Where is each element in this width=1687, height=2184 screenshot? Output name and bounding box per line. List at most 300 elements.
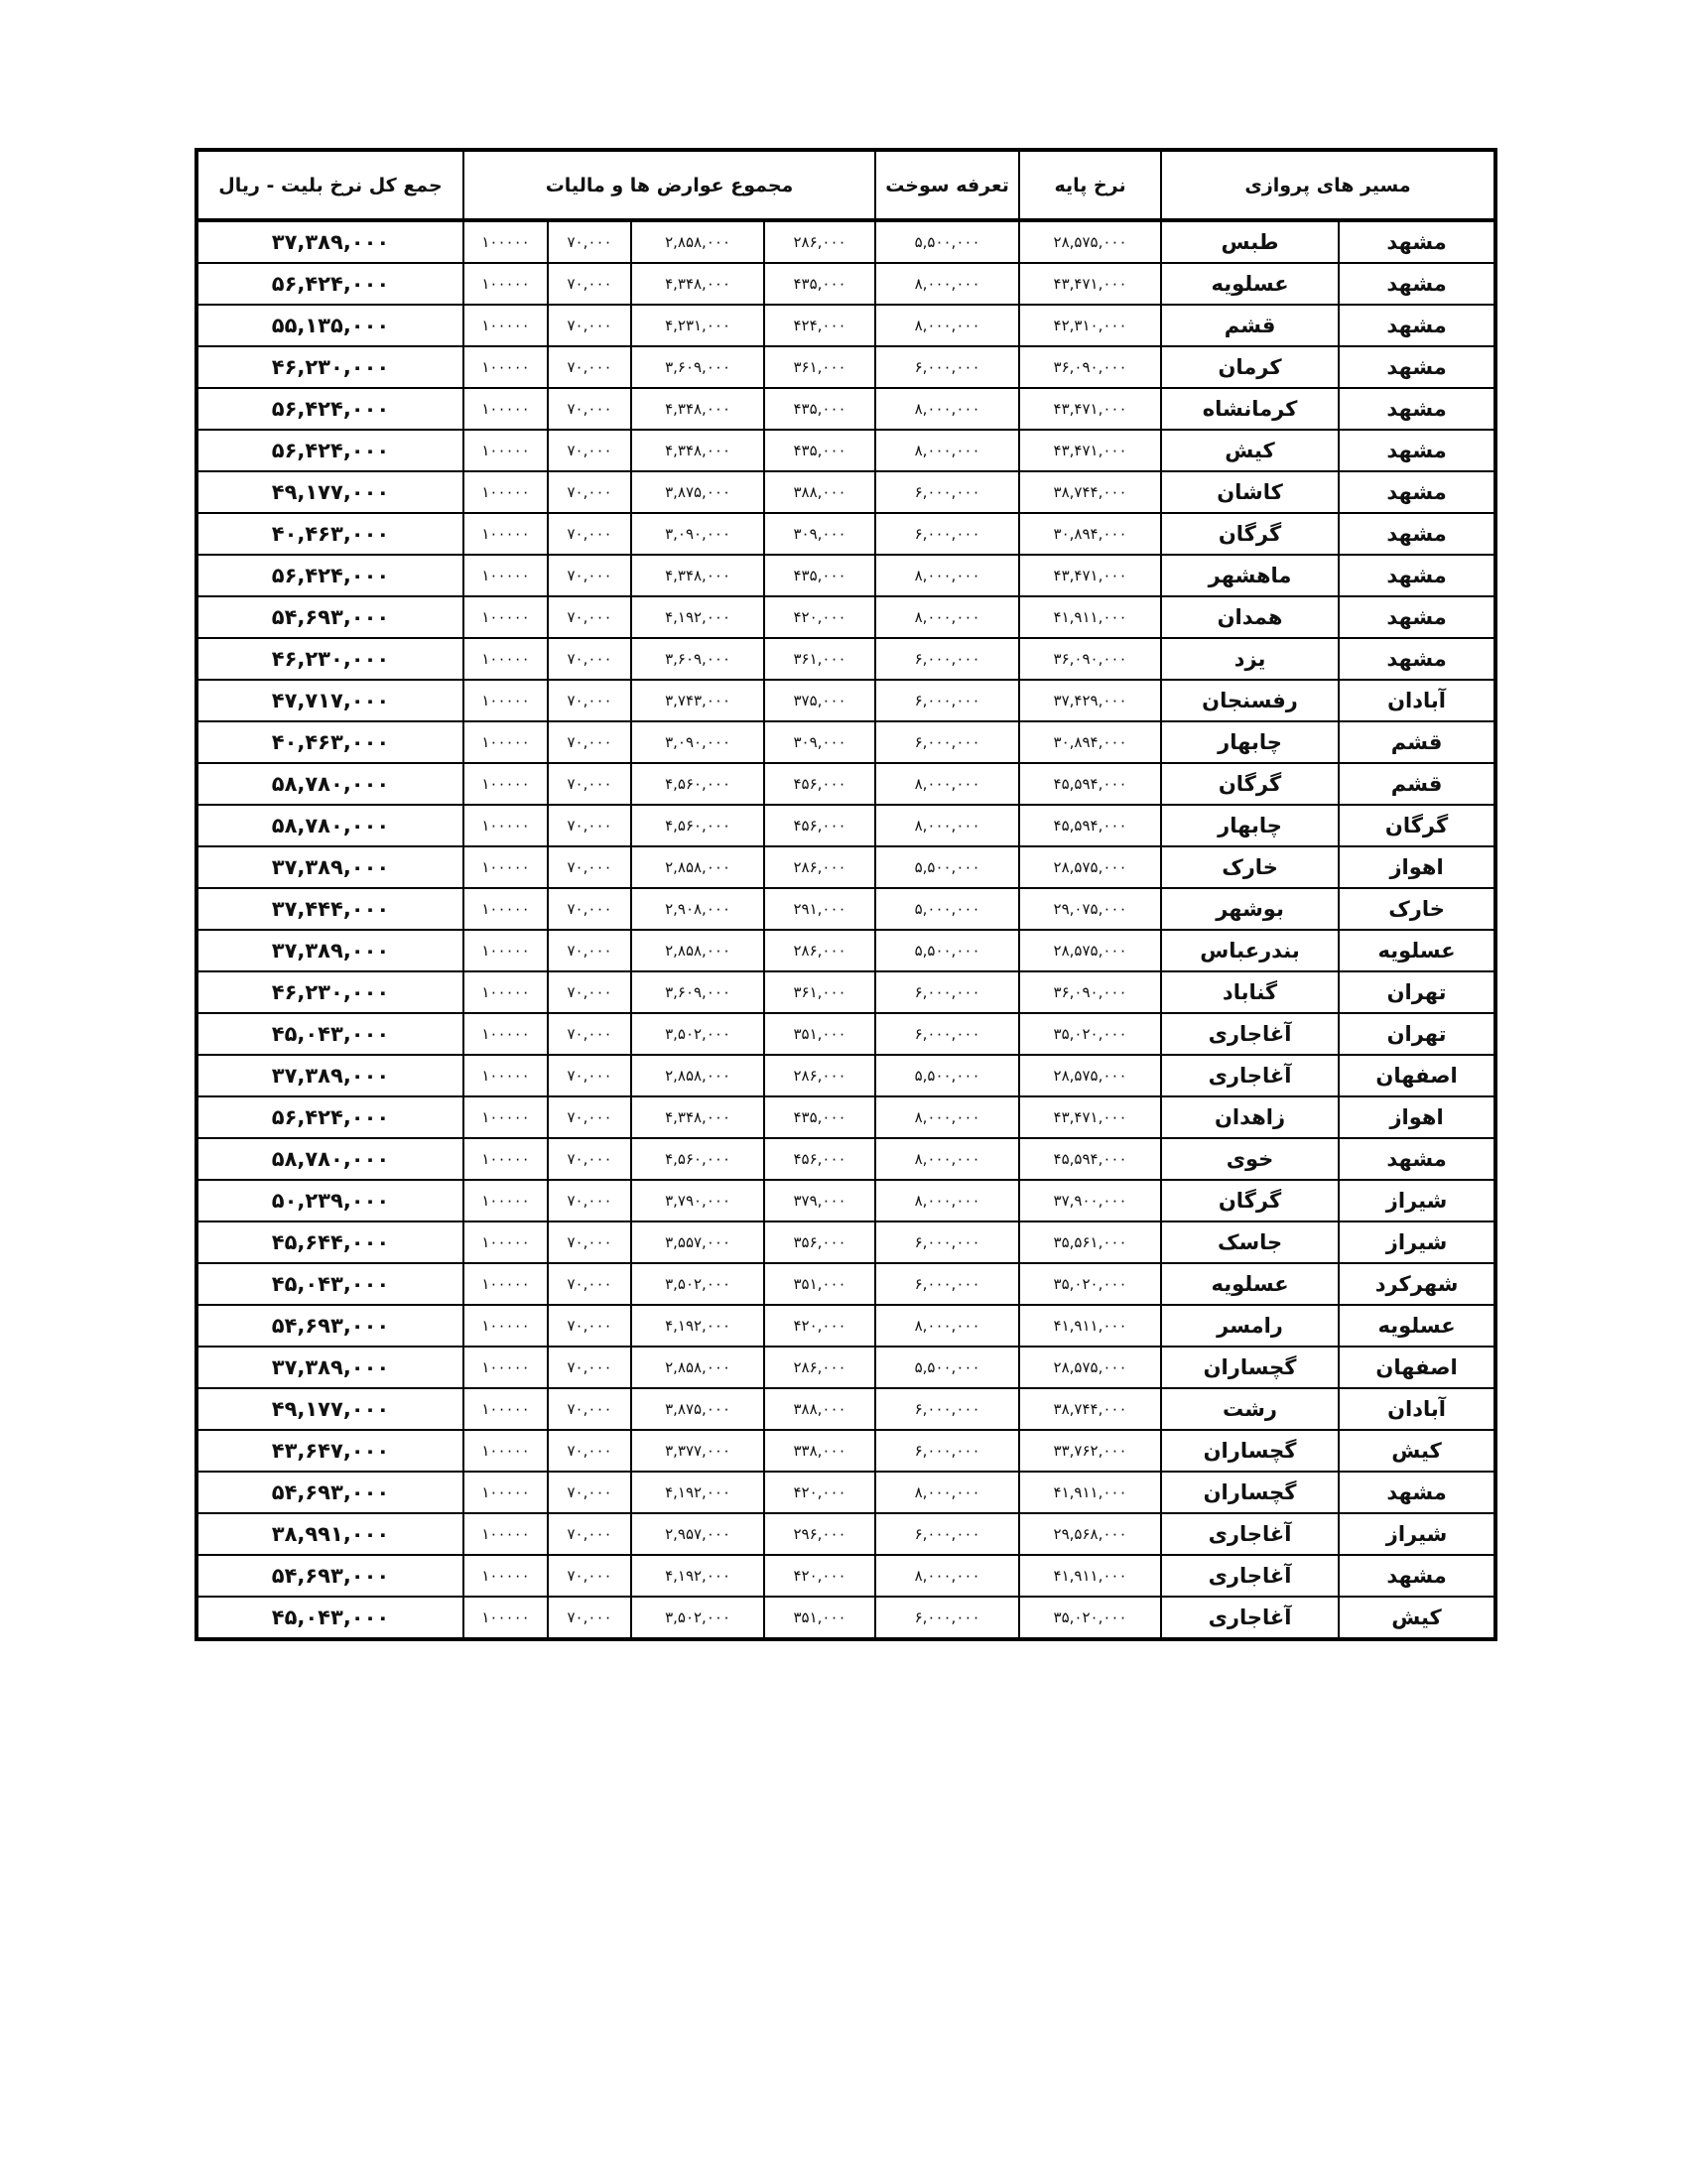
tax-4: ۱۰۰۰۰۰ [463, 1263, 548, 1305]
fuel-charge: ۶,۰۰۰,۰۰۰ [875, 1430, 1019, 1472]
table-row [196, 1096, 1495, 1138]
base-fare: ۳۸,۷۴۴,۰۰۰ [1019, 471, 1161, 513]
destination-city: ماهشهر [1161, 555, 1339, 596]
tax-1: ۲۸۶,۰۰۰ [764, 846, 875, 888]
tax-3: ۷۰,۰۰۰ [548, 1347, 631, 1388]
fuel-charge: ۶,۰۰۰,۰۰۰ [875, 513, 1019, 555]
tax-4: ۱۰۰۰۰۰ [463, 638, 548, 680]
tax-1: ۳۵۶,۰۰۰ [764, 1221, 875, 1263]
tax-3: ۷۰,۰۰۰ [548, 388, 631, 430]
destination-city: جاسک [1161, 1221, 1339, 1263]
tax-1: ۴۵۶,۰۰۰ [764, 763, 875, 805]
origin-city: مشهد [1339, 1138, 1495, 1180]
tax-2: ۲,۸۵۸,۰۰۰ [631, 1347, 764, 1388]
tax-2: ۲,۹۰۸,۰۰۰ [631, 888, 764, 930]
total-fare: ۴۵,۰۴۳,۰۰۰ [196, 1263, 463, 1305]
base-fare: ۴۵,۵۹۴,۰۰۰ [1019, 1138, 1161, 1180]
total-fare: ۴۵,۰۴۳,۰۰۰ [196, 1013, 463, 1055]
origin-city: مشهد [1339, 638, 1495, 680]
tax-2: ۴,۱۹۲,۰۰۰ [631, 596, 764, 638]
table-row [196, 220, 1495, 263]
destination-city: رامسر [1161, 1305, 1339, 1347]
base-fare: ۳۵,۰۲۰,۰۰۰ [1019, 1013, 1161, 1055]
destination-city: گچساران [1161, 1347, 1339, 1388]
destination-city: آغاجاری [1161, 1597, 1339, 1639]
total-fare: ۳۷,۳۸۹,۰۰۰ [196, 220, 463, 263]
table-row [196, 388, 1495, 430]
origin-city: اصفهان [1339, 1055, 1495, 1096]
origin-city: آبادان [1339, 680, 1495, 721]
destination-city: زاهدان [1161, 1096, 1339, 1138]
tax-3: ۷۰,۰۰۰ [548, 1555, 631, 1597]
tax-1: ۳۸۸,۰۰۰ [764, 471, 875, 513]
tax-3: ۷۰,۰۰۰ [548, 1180, 631, 1221]
tax-3: ۷۰,۰۰۰ [548, 638, 631, 680]
tax-2: ۴,۵۶۰,۰۰۰ [631, 763, 764, 805]
tax-1: ۴۳۵,۰۰۰ [764, 555, 875, 596]
fuel-charge: ۸,۰۰۰,۰۰۰ [875, 1138, 1019, 1180]
destination-city: آغاجاری [1161, 1555, 1339, 1597]
destination-city: رفسنجان [1161, 680, 1339, 721]
base-fare: ۴۱,۹۱۱,۰۰۰ [1019, 1305, 1161, 1347]
base-fare: ۳۶,۰۹۰,۰۰۰ [1019, 971, 1161, 1013]
origin-city: کیش [1339, 1597, 1495, 1639]
destination-city: گچساران [1161, 1472, 1339, 1513]
fuel-charge: ۸,۰۰۰,۰۰۰ [875, 763, 1019, 805]
origin-city: اهواز [1339, 846, 1495, 888]
table-row [196, 1513, 1495, 1555]
table-row [196, 680, 1495, 721]
table-row [196, 346, 1495, 388]
tax-4: ۱۰۰۰۰۰ [463, 471, 548, 513]
header-base-fare: نرخ پایه [1019, 150, 1161, 220]
fuel-charge: ۶,۰۰۰,۰۰۰ [875, 1388, 1019, 1430]
header-route: مسیر های پروازی [1161, 150, 1495, 220]
destination-city: گچساران [1161, 1430, 1339, 1472]
base-fare: ۴۲,۳۱۰,۰۰۰ [1019, 305, 1161, 346]
tax-1: ۲۹۱,۰۰۰ [764, 888, 875, 930]
total-fare: ۵۶,۴۲۴,۰۰۰ [196, 555, 463, 596]
origin-city: عسلویه [1339, 1305, 1495, 1347]
table-row [196, 513, 1495, 555]
table-row [196, 763, 1495, 805]
tax-1: ۴۲۰,۰۰۰ [764, 1472, 875, 1513]
destination-city: عسلویه [1161, 263, 1339, 305]
total-fare: ۴۶,۲۳۰,۰۰۰ [196, 971, 463, 1013]
destination-city: گرگان [1161, 763, 1339, 805]
origin-city: کیش [1339, 1430, 1495, 1472]
total-fare: ۴۰,۴۶۳,۰۰۰ [196, 721, 463, 763]
tax-2: ۴,۲۳۱,۰۰۰ [631, 305, 764, 346]
tax-2: ۳,۸۷۵,۰۰۰ [631, 471, 764, 513]
tax-1: ۳۶۱,۰۰۰ [764, 971, 875, 1013]
table-row [196, 1013, 1495, 1055]
base-fare: ۴۵,۵۹۴,۰۰۰ [1019, 805, 1161, 846]
tax-2: ۳,۵۰۲,۰۰۰ [631, 1013, 764, 1055]
tax-2: ۴,۱۹۲,۰۰۰ [631, 1305, 764, 1347]
total-fare: ۵۴,۶۹۳,۰۰۰ [196, 596, 463, 638]
fuel-charge: ۶,۰۰۰,۰۰۰ [875, 471, 1019, 513]
tax-3: ۷۰,۰۰۰ [548, 1138, 631, 1180]
origin-city: مشهد [1339, 596, 1495, 638]
table-row [196, 1555, 1495, 1597]
fuel-charge: ۶,۰۰۰,۰۰۰ [875, 1221, 1019, 1263]
base-fare: ۴۳,۴۷۱,۰۰۰ [1019, 430, 1161, 471]
tax-4: ۱۰۰۰۰۰ [463, 971, 548, 1013]
destination-city: خارک [1161, 846, 1339, 888]
destination-city: قشم [1161, 305, 1339, 346]
tax-1: ۳۰۹,۰۰۰ [764, 721, 875, 763]
fuel-charge: ۶,۰۰۰,۰۰۰ [875, 638, 1019, 680]
destination-city: گرگان [1161, 513, 1339, 555]
fuel-charge: ۸,۰۰۰,۰۰۰ [875, 596, 1019, 638]
fuel-charge: ۶,۰۰۰,۰۰۰ [875, 680, 1019, 721]
fuel-charge: ۶,۰۰۰,۰۰۰ [875, 971, 1019, 1013]
total-fare: ۵۶,۴۲۴,۰۰۰ [196, 1096, 463, 1138]
fuel-charge: ۵,۵۰۰,۰۰۰ [875, 220, 1019, 263]
tax-2: ۳,۶۰۹,۰۰۰ [631, 346, 764, 388]
total-fare: ۵۰,۲۳۹,۰۰۰ [196, 1180, 463, 1221]
origin-city: مشهد [1339, 471, 1495, 513]
table-row [196, 888, 1495, 930]
base-fare: ۳۶,۰۹۰,۰۰۰ [1019, 638, 1161, 680]
header-fuel: تعرفه سوخت [875, 150, 1019, 220]
destination-city: طبس [1161, 220, 1339, 263]
base-fare: ۴۱,۹۱۱,۰۰۰ [1019, 596, 1161, 638]
total-fare: ۵۶,۴۲۴,۰۰۰ [196, 263, 463, 305]
tax-1: ۳۶۱,۰۰۰ [764, 346, 875, 388]
base-fare: ۲۸,۵۷۵,۰۰۰ [1019, 1055, 1161, 1096]
tax-4: ۱۰۰۰۰۰ [463, 1597, 548, 1639]
table-row [196, 596, 1495, 638]
origin-city: تهران [1339, 971, 1495, 1013]
header-row [196, 150, 1495, 220]
tax-4: ۱۰۰۰۰۰ [463, 1096, 548, 1138]
destination-city: کرمان [1161, 346, 1339, 388]
destination-city: چابهار [1161, 805, 1339, 846]
table-row [196, 1472, 1495, 1513]
total-fare: ۴۹,۱۷۷,۰۰۰ [196, 1388, 463, 1430]
base-fare: ۳۰,۸۹۴,۰۰۰ [1019, 513, 1161, 555]
tax-1: ۴۵۶,۰۰۰ [764, 1138, 875, 1180]
fuel-charge: ۶,۰۰۰,۰۰۰ [875, 1597, 1019, 1639]
table-row [196, 1430, 1495, 1472]
tax-3: ۷۰,۰۰۰ [548, 763, 631, 805]
tax-4: ۱۰۰۰۰۰ [463, 1138, 548, 1180]
origin-city: خارک [1339, 888, 1495, 930]
header-taxes: مجموع عوارض ها و مالیات [463, 150, 875, 220]
tax-3: ۷۰,۰۰۰ [548, 555, 631, 596]
fuel-charge: ۸,۰۰۰,۰۰۰ [875, 305, 1019, 346]
base-fare: ۳۳,۷۶۲,۰۰۰ [1019, 1430, 1161, 1472]
origin-city: تهران [1339, 1013, 1495, 1055]
tax-3: ۷۰,۰۰۰ [548, 680, 631, 721]
table-row [196, 1388, 1495, 1430]
tax-2: ۲,۸۵۸,۰۰۰ [631, 930, 764, 971]
tax-3: ۷۰,۰۰۰ [548, 1096, 631, 1138]
tax-1: ۳۷۹,۰۰۰ [764, 1180, 875, 1221]
tax-1: ۴۳۵,۰۰۰ [764, 388, 875, 430]
total-fare: ۴۳,۶۴۷,۰۰۰ [196, 1430, 463, 1472]
table-row [196, 430, 1495, 471]
fare-table-body [196, 220, 1495, 1639]
tax-3: ۷۰,۰۰۰ [548, 888, 631, 930]
total-fare: ۴۷,۷۱۷,۰۰۰ [196, 680, 463, 721]
destination-city: کاشان [1161, 471, 1339, 513]
tax-3: ۷۰,۰۰۰ [548, 1305, 631, 1347]
table-row [196, 555, 1495, 596]
total-fare: ۳۷,۳۸۹,۰۰۰ [196, 1055, 463, 1096]
tax-3: ۷۰,۰۰۰ [548, 1597, 631, 1639]
tax-2: ۳,۶۰۹,۰۰۰ [631, 638, 764, 680]
tax-1: ۳۳۸,۰۰۰ [764, 1430, 875, 1472]
table-row [196, 471, 1495, 513]
table-row [196, 1597, 1495, 1639]
origin-city: شهرکرد [1339, 1263, 1495, 1305]
origin-city: گرگان [1339, 805, 1495, 846]
base-fare: ۲۸,۵۷۵,۰۰۰ [1019, 1347, 1161, 1388]
tax-1: ۳۰۹,۰۰۰ [764, 513, 875, 555]
total-fare: ۵۸,۷۸۰,۰۰۰ [196, 805, 463, 846]
tax-4: ۱۰۰۰۰۰ [463, 1347, 548, 1388]
tax-2: ۳,۰۹۰,۰۰۰ [631, 513, 764, 555]
table-row [196, 1305, 1495, 1347]
tax-2: ۳,۷۴۳,۰۰۰ [631, 680, 764, 721]
tax-3: ۷۰,۰۰۰ [548, 1013, 631, 1055]
origin-city: مشهد [1339, 220, 1495, 263]
tax-4: ۱۰۰۰۰۰ [463, 1180, 548, 1221]
tax-4: ۱۰۰۰۰۰ [463, 1221, 548, 1263]
tax-2: ۲,۸۵۸,۰۰۰ [631, 220, 764, 263]
origin-city: عسلویه [1339, 930, 1495, 971]
tax-4: ۱۰۰۰۰۰ [463, 1555, 548, 1597]
origin-city: آبادان [1339, 1388, 1495, 1430]
destination-city: آغاجاری [1161, 1513, 1339, 1555]
tax-2: ۴,۳۴۸,۰۰۰ [631, 555, 764, 596]
tax-1: ۲۸۶,۰۰۰ [764, 930, 875, 971]
destination-city: گرگان [1161, 1180, 1339, 1221]
fuel-charge: ۸,۰۰۰,۰۰۰ [875, 1555, 1019, 1597]
fuel-charge: ۸,۰۰۰,۰۰۰ [875, 1180, 1019, 1221]
base-fare: ۴۳,۴۷۱,۰۰۰ [1019, 263, 1161, 305]
tax-3: ۷۰,۰۰۰ [548, 1430, 631, 1472]
tax-4: ۱۰۰۰۰۰ [463, 263, 548, 305]
base-fare: ۲۹,۵۶۸,۰۰۰ [1019, 1513, 1161, 1555]
tax-4: ۱۰۰۰۰۰ [463, 1305, 548, 1347]
table-row [196, 846, 1495, 888]
fuel-charge: ۵,۵۰۰,۰۰۰ [875, 1055, 1019, 1096]
fuel-charge: ۵,۰۰۰,۰۰۰ [875, 888, 1019, 930]
total-fare: ۴۹,۱۷۷,۰۰۰ [196, 471, 463, 513]
total-fare: ۳۸,۹۹۱,۰۰۰ [196, 1513, 463, 1555]
tax-3: ۷۰,۰۰۰ [548, 971, 631, 1013]
tax-1: ۳۸۸,۰۰۰ [764, 1388, 875, 1430]
origin-city: مشهد [1339, 555, 1495, 596]
tax-4: ۱۰۰۰۰۰ [463, 1472, 548, 1513]
table-row [196, 305, 1495, 346]
tax-4: ۱۰۰۰۰۰ [463, 596, 548, 638]
base-fare: ۲۸,۵۷۵,۰۰۰ [1019, 930, 1161, 971]
table-row [196, 263, 1495, 305]
tax-1: ۴۳۵,۰۰۰ [764, 1096, 875, 1138]
base-fare: ۳۵,۰۲۰,۰۰۰ [1019, 1597, 1161, 1639]
tax-1: ۴۳۵,۰۰۰ [764, 430, 875, 471]
tax-2: ۴,۳۴۸,۰۰۰ [631, 263, 764, 305]
origin-city: قشم [1339, 721, 1495, 763]
origin-city: قشم [1339, 763, 1495, 805]
fuel-charge: ۵,۵۰۰,۰۰۰ [875, 846, 1019, 888]
tax-1: ۲۸۶,۰۰۰ [764, 1347, 875, 1388]
base-fare: ۲۹,۰۷۵,۰۰۰ [1019, 888, 1161, 930]
base-fare: ۲۸,۵۷۵,۰۰۰ [1019, 220, 1161, 263]
destination-city: کیش [1161, 430, 1339, 471]
header-total: جمع کل نرخ بلیت - ریال [196, 150, 463, 220]
tax-2: ۲,۸۵۸,۰۰۰ [631, 1055, 764, 1096]
fuel-charge: ۸,۰۰۰,۰۰۰ [875, 388, 1019, 430]
tax-3: ۷۰,۰۰۰ [548, 430, 631, 471]
destination-city: کرمانشاه [1161, 388, 1339, 430]
total-fare: ۵۶,۴۲۴,۰۰۰ [196, 430, 463, 471]
tax-2: ۴,۳۴۸,۰۰۰ [631, 388, 764, 430]
origin-city: مشهد [1339, 430, 1495, 471]
origin-city: شیراز [1339, 1180, 1495, 1221]
destination-city: یزد [1161, 638, 1339, 680]
tax-4: ۱۰۰۰۰۰ [463, 1388, 548, 1430]
base-fare: ۳۵,۵۶۱,۰۰۰ [1019, 1221, 1161, 1263]
destination-city: بندرعباس [1161, 930, 1339, 971]
tax-3: ۷۰,۰۰۰ [548, 596, 631, 638]
tax-1: ۲۸۶,۰۰۰ [764, 220, 875, 263]
tax-4: ۱۰۰۰۰۰ [463, 430, 548, 471]
tax-2: ۴,۵۶۰,۰۰۰ [631, 805, 764, 846]
total-fare: ۵۵,۱۳۵,۰۰۰ [196, 305, 463, 346]
tax-3: ۷۰,۰۰۰ [548, 513, 631, 555]
base-fare: ۳۰,۸۹۴,۰۰۰ [1019, 721, 1161, 763]
table-row [196, 1221, 1495, 1263]
base-fare: ۳۶,۰۹۰,۰۰۰ [1019, 346, 1161, 388]
tax-4: ۱۰۰۰۰۰ [463, 555, 548, 596]
tax-1: ۳۵۱,۰۰۰ [764, 1263, 875, 1305]
base-fare: ۴۱,۹۱۱,۰۰۰ [1019, 1472, 1161, 1513]
tax-4: ۱۰۰۰۰۰ [463, 220, 548, 263]
tax-1: ۴۵۶,۰۰۰ [764, 805, 875, 846]
total-fare: ۴۵,۶۴۴,۰۰۰ [196, 1221, 463, 1263]
origin-city: اصفهان [1339, 1347, 1495, 1388]
tax-2: ۳,۸۷۵,۰۰۰ [631, 1388, 764, 1430]
total-fare: ۵۶,۴۲۴,۰۰۰ [196, 388, 463, 430]
total-fare: ۴۶,۲۳۰,۰۰۰ [196, 638, 463, 680]
destination-city: عسلویه [1161, 1263, 1339, 1305]
fuel-charge: ۸,۰۰۰,۰۰۰ [875, 263, 1019, 305]
tax-4: ۱۰۰۰۰۰ [463, 721, 548, 763]
table-row [196, 1138, 1495, 1180]
total-fare: ۳۷,۳۸۹,۰۰۰ [196, 930, 463, 971]
tax-3: ۷۰,۰۰۰ [548, 846, 631, 888]
table-row [196, 721, 1495, 763]
tax-3: ۷۰,۰۰۰ [548, 1388, 631, 1430]
total-fare: ۵۸,۷۸۰,۰۰۰ [196, 1138, 463, 1180]
origin-city: مشهد [1339, 388, 1495, 430]
origin-city: مشهد [1339, 1555, 1495, 1597]
tax-1: ۳۵۱,۰۰۰ [764, 1013, 875, 1055]
tax-2: ۴,۳۴۸,۰۰۰ [631, 430, 764, 471]
tax-3: ۷۰,۰۰۰ [548, 1263, 631, 1305]
fuel-charge: ۸,۰۰۰,۰۰۰ [875, 805, 1019, 846]
tax-3: ۷۰,۰۰۰ [548, 471, 631, 513]
destination-city: آغاجاری [1161, 1013, 1339, 1055]
tax-3: ۷۰,۰۰۰ [548, 220, 631, 263]
total-fare: ۳۷,۳۸۹,۰۰۰ [196, 846, 463, 888]
tax-4: ۱۰۰۰۰۰ [463, 1013, 548, 1055]
fuel-charge: ۵,۵۰۰,۰۰۰ [875, 930, 1019, 971]
table-row [196, 1055, 1495, 1096]
total-fare: ۴۰,۴۶۳,۰۰۰ [196, 513, 463, 555]
tax-1: ۳۷۵,۰۰۰ [764, 680, 875, 721]
origin-city: اهواز [1339, 1096, 1495, 1138]
tax-4: ۱۰۰۰۰۰ [463, 846, 548, 888]
table-row [196, 971, 1495, 1013]
tax-2: ۳,۰۹۰,۰۰۰ [631, 721, 764, 763]
tax-2: ۲,۹۵۷,۰۰۰ [631, 1513, 764, 1555]
tax-2: ۳,۳۷۷,۰۰۰ [631, 1430, 764, 1472]
tax-4: ۱۰۰۰۰۰ [463, 1430, 548, 1472]
tax-2: ۴,۱۹۲,۰۰۰ [631, 1472, 764, 1513]
tax-1: ۴۲۰,۰۰۰ [764, 1555, 875, 1597]
tax-4: ۱۰۰۰۰۰ [463, 805, 548, 846]
table-row [196, 1347, 1495, 1388]
origin-city: مشهد [1339, 305, 1495, 346]
base-fare: ۴۳,۴۷۱,۰۰۰ [1019, 388, 1161, 430]
tax-3: ۷۰,۰۰۰ [548, 346, 631, 388]
base-fare: ۴۳,۴۷۱,۰۰۰ [1019, 555, 1161, 596]
fuel-charge: ۸,۰۰۰,۰۰۰ [875, 1472, 1019, 1513]
tax-4: ۱۰۰۰۰۰ [463, 888, 548, 930]
destination-city: بوشهر [1161, 888, 1339, 930]
fuel-charge: ۶,۰۰۰,۰۰۰ [875, 1263, 1019, 1305]
tax-4: ۱۰۰۰۰۰ [463, 763, 548, 805]
tax-3: ۷۰,۰۰۰ [548, 930, 631, 971]
fuel-charge: ۸,۰۰۰,۰۰۰ [875, 430, 1019, 471]
tax-1: ۴۲۴,۰۰۰ [764, 305, 875, 346]
total-fare: ۵۴,۶۹۳,۰۰۰ [196, 1305, 463, 1347]
destination-city: رشت [1161, 1388, 1339, 1430]
destination-city: چابهار [1161, 721, 1339, 763]
table-row [196, 638, 1495, 680]
tax-1: ۴۳۵,۰۰۰ [764, 263, 875, 305]
tax-3: ۷۰,۰۰۰ [548, 1513, 631, 1555]
tax-2: ۴,۱۹۲,۰۰۰ [631, 1555, 764, 1597]
tax-2: ۴,۳۴۸,۰۰۰ [631, 1096, 764, 1138]
destination-city: خوی [1161, 1138, 1339, 1180]
tax-1: ۳۵۱,۰۰۰ [764, 1597, 875, 1639]
tax-1: ۲۸۶,۰۰۰ [764, 1055, 875, 1096]
tax-4: ۱۰۰۰۰۰ [463, 1055, 548, 1096]
origin-city: شیراز [1339, 1221, 1495, 1263]
fuel-charge: ۸,۰۰۰,۰۰۰ [875, 1096, 1019, 1138]
tax-4: ۱۰۰۰۰۰ [463, 930, 548, 971]
tax-2: ۳,۵۰۲,۰۰۰ [631, 1597, 764, 1639]
tax-3: ۷۰,۰۰۰ [548, 263, 631, 305]
tax-1: ۴۲۰,۰۰۰ [764, 1305, 875, 1347]
tax-3: ۷۰,۰۰۰ [548, 721, 631, 763]
total-fare: ۴۶,۲۳۰,۰۰۰ [196, 346, 463, 388]
tax-3: ۷۰,۰۰۰ [548, 305, 631, 346]
tax-1: ۴۲۰,۰۰۰ [764, 596, 875, 638]
table-row [196, 930, 1495, 971]
base-fare: ۳۸,۷۴۴,۰۰۰ [1019, 1388, 1161, 1430]
base-fare: ۴۳,۴۷۱,۰۰۰ [1019, 1096, 1161, 1138]
base-fare: ۴۱,۹۱۱,۰۰۰ [1019, 1555, 1161, 1597]
